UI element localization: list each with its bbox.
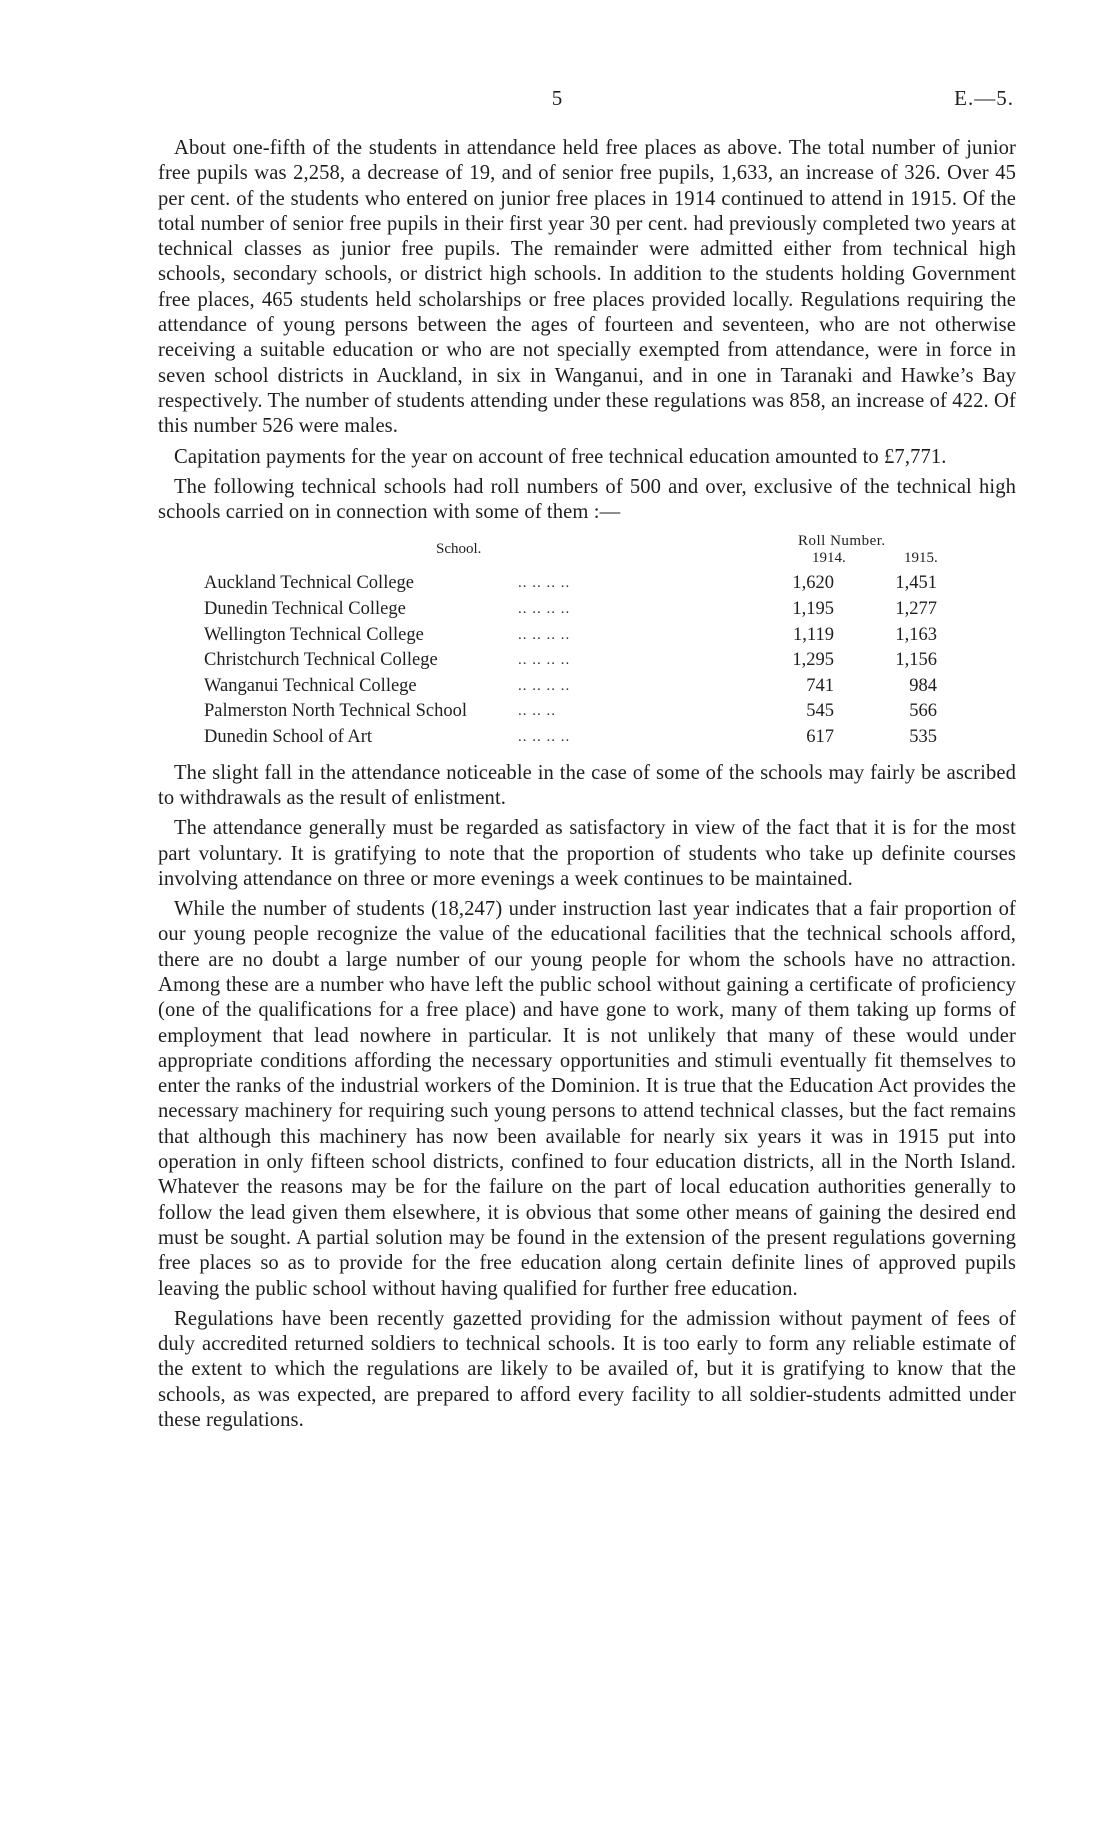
column-header-school: School. [436, 541, 482, 558]
table-row [158, 699, 1016, 725]
school-name: Dunedin School of Art [204, 727, 373, 748]
school-name: Palmerston North Technical School [204, 701, 467, 722]
roll-1915: 984 [909, 675, 937, 696]
table-row [158, 623, 1016, 649]
roll-1915: 1,451 [895, 573, 937, 594]
leader-dots: .. .. .. [518, 703, 556, 720]
table-row [158, 648, 1016, 674]
paragraph-capitation: Capitation payments for the year on account of free technical education amounted to £7,771. [174, 445, 947, 468]
school-name: Auckland Technical College [204, 573, 415, 594]
roll-1915: 566 [909, 701, 937, 722]
leader-dots: .. .. .. .. [518, 677, 571, 694]
table-row [158, 597, 1016, 623]
roll-1915: 535 [909, 727, 937, 748]
document-reference: E.—5. [954, 86, 1014, 110]
roll-1915: 1,277 [895, 599, 937, 620]
leader-dots: .. .. .. .. [518, 626, 571, 643]
paragraph-slight-fall: The slight fall in the attendance noticeable in the case of some of the schools may fairly be ascribed to withdrawals as the result of enlistment. [158, 761, 1016, 809]
roll-1914: 1,119 [793, 624, 834, 645]
page-header [0, 86, 1114, 116]
roll-1914: 545 [806, 701, 834, 722]
leader-dots: .. .. .. .. [518, 601, 571, 618]
column-header-1914: 1914. [812, 550, 846, 567]
paragraph-attendance: The attendance generally must be regarded as satisfactory in view of the fact that it is for the most part voluntary. It is gratifying to note that the proportion of students who take up definite courses involving attendance on three or more evenings a week continues to be maintained. [158, 817, 1016, 890]
roll-1914: 1,295 [792, 650, 834, 671]
roll-1915: 1,156 [895, 650, 937, 671]
school-name: Dunedin Technical College [204, 599, 406, 620]
leader-dots: .. .. .. .. [518, 652, 571, 669]
roll-1915: 1,163 [895, 624, 937, 645]
roll-1914: 741 [806, 675, 834, 696]
page-number: 5 [551, 86, 563, 110]
paragraph-table-intro: The following technical schools had roll numbers of 500 and over, exclusive of the technical high schools carried on in connection with some of them :— [158, 475, 1016, 524]
column-header-1915: 1915. [904, 550, 938, 567]
leader-dots: .. .. .. .. [518, 729, 571, 746]
paragraph-returned-soldiers: Regulations have been recently gazetted providing for the admission without payment of fees of duly accredited returned soldiers to technical schools. It is too early to form any reliable estimate of the extent to which the regulations are likely to be availed of, but it is gratifying to know that the schools, as was expected, are prepared to afford every facility to all soldier-students admitted under these regulations. [158, 1307, 1016, 1432]
table-row [158, 725, 1016, 751]
school-name: Christchurch Technical College [204, 650, 438, 671]
paragraph-number-of-students: While the number of students (18,247) under instruction last year indicates that a fair proportion of our young people recognize the value of the educational facilities that the technical schools afford, there are no doubt a large number of our young people for whom the schools have no attraction. Among these are a number who have left the public school without gaining a certificate of proficiency (one of the qualifications for a free place) and have gone to work, many of them taking up forms of employment that lead nowhere in particular. It is not unlikely that many of these would under appropriate conditions affording the necessary opportunities and stimuli eventually fit themselves to enter the ranks of the industrial workers of the Dominion. It is true that the Education Act provides the necessary machinery for requiring such young persons to attend technical classes, but the fact remains that although this machinery has now been available for nearly six years it was in 1915 put into operation in only fifteen school districts, confined to four education districts, all in the North Island. Whatever the reasons may be for the failure on the part of local education authorities generally to follow the lead given them elsewhere, it is obvious that some other means of gaining the desired end must be sought. A partial solution may be found in the extension of the present regulations governing free places so as to provide for the free education along certain definite lines of approved pupils leaving the public school without having qualified for further free education. [158, 898, 1016, 1300]
roll-1914: 1,195 [792, 599, 834, 620]
column-header-roll-number: Roll Number. [798, 533, 886, 550]
table-row [158, 674, 1016, 700]
roll-1914: 617 [806, 727, 834, 748]
document-body [158, 136, 1016, 1438]
roll-1914: 1,620 [792, 573, 834, 594]
leader-dots: .. .. .. .. [518, 575, 571, 592]
table-row [158, 571, 1016, 597]
table-header [158, 533, 1016, 571]
school-name: Wanganui Technical College [204, 675, 417, 696]
paragraph-free-places: About one-fifth of the students in attendance held free places as above. The total number of junior free pupils was 2,258, a decrease of 19, and of senior free pupils, 1,633, an increase of 326. Over 45 per cent. of the students who entered on junior free places in 1914 continued to attend in 1915. Of the total number of senior free pupils in their first year 30 per cent. had previously completed two years at technical classes as junior free pupils. The remainder were admitted either from technical high schools, secondary schools, or district high schools. In addition to the students holding Government free places, 465 students held scholarships or free places provided locally. Regulations requiring the attendance of young persons between the ages of fourteen and seventeen, who are not otherwise receiving a suitable education or who are not specially exempted from attendance, were in force in seven school districts in Auckland, in six in Wanganui, and in one in Taranaki and Hawke’s Bay respectively. The number of students attending under these regulations was 858, an increase of 422. Of this number 526 were males. [158, 137, 1016, 438]
school-name: Wellington Technical College [204, 624, 424, 645]
roll-number-table [158, 533, 1016, 750]
